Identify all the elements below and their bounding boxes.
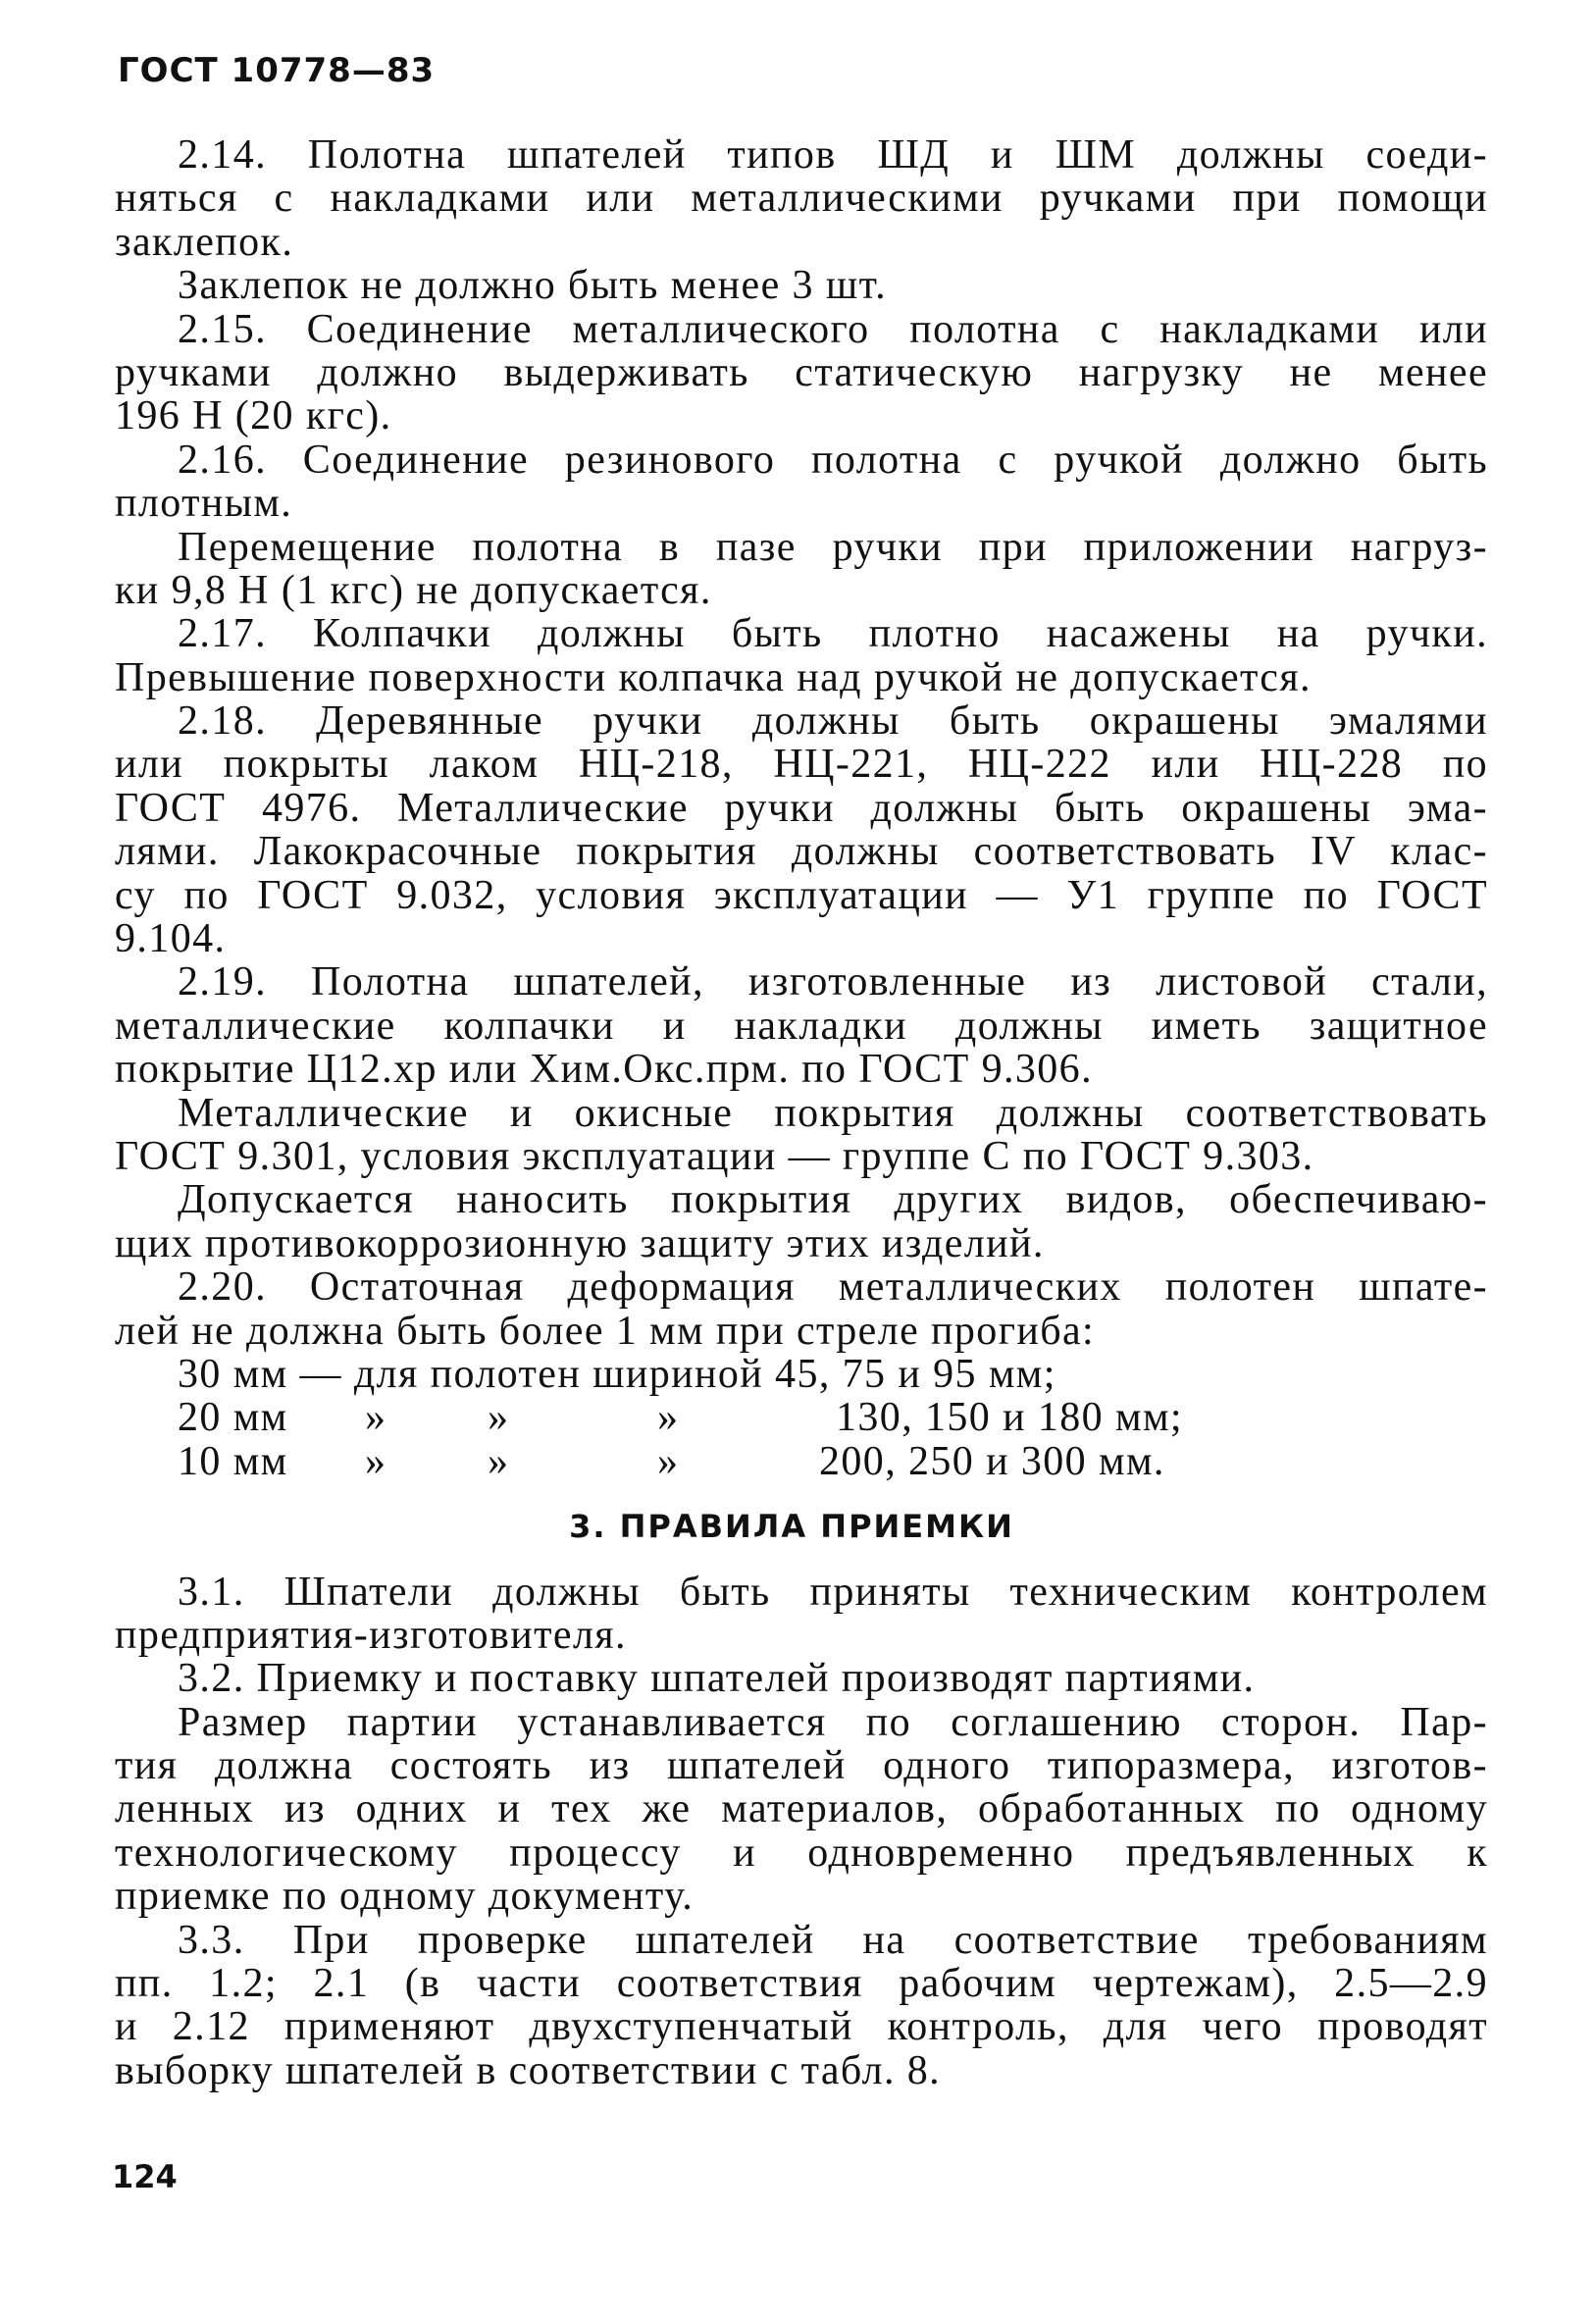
paragraph-2-19-line: покрытие Ц12.хр или Хим.Окс.прм. по ГОСТ 9.306.: [115, 1047, 1093, 1093]
paragraph-3-2b-line: тия должна состоять из шпателей одного типоразмера, изготов-: [115, 1743, 1488, 1789]
paragraph-2-18-line: лями. Лакокрасочные покрытия должны соответствовать IV клас-: [115, 829, 1488, 875]
paragraph-3-2b-line: приемке по одному документу.: [115, 1874, 695, 1920]
paragraph-2-19-line: 2.19. Полотна шпателей, изготовленные из листовой стали,: [178, 959, 1488, 1005]
paragraph-2-16b-line: ки 9,8 Н (1 кгс) не допускается.: [115, 567, 712, 613]
ditto-mark: »: [365, 1395, 387, 1441]
paragraph-3-2b-line: технологическому процессу и одновременно предъявленных к: [115, 1829, 1488, 1876]
paragraph-2-18-line: или покрыты лаком НЦ-218, НЦ-221, НЦ-222 или НЦ-228 по: [115, 742, 1488, 788]
deflection-row: [115, 1396, 1488, 1439]
paragraph-3-3-line: пп. 1.2; 2.1 (в части соответствия рабочим чертежам), 2.5—2.9: [115, 1961, 1488, 2007]
paragraph-3-1-line: предприятия-изготовителя.: [115, 1612, 627, 1658]
paragraph-2-19b-line: Металлические и окисные покрытия должны соответствовать: [178, 1090, 1488, 1136]
paragraph-2-16-line: 2.16. Соединение резинового полотна с ручкой должно быть: [178, 437, 1488, 483]
paragraph-2-14-line: заклепок.: [115, 219, 294, 265]
deflection-arrow-value: 20 мм: [178, 1395, 288, 1441]
ditto-mark: »: [365, 1438, 387, 1484]
paragraph-2-14-line: 2.14. Полотна шпателей типов ШД и ШМ должны соеди-: [178, 132, 1488, 178]
paragraph-2-18-line: 2.18. Деревянные ручки должны быть окрашены эмалями: [178, 698, 1488, 745]
ditto-mark: »: [488, 1395, 510, 1441]
deflection-widths: 130, 150 и 180 мм;: [836, 1395, 1184, 1441]
paragraph-3-2b-line: Размер партии устанавливается по соглашению сторон. Пар-: [178, 1699, 1488, 1745]
paragraph-3-2-line: 3.2. Приемку и поставку шпателей производят партиями.: [178, 1656, 1256, 1702]
paragraph-2-17-line: 2.17. Колпачки должны быть плотно насажены на ручки.: [178, 611, 1488, 657]
paragraph-2-19c-line: Допускается наносить покрытия других видов, обеспечиваю-: [178, 1177, 1488, 1223]
paragraph-2-18-line: ГОСТ 4976. Металлические ручки должны быть окрашены эма-: [115, 785, 1488, 831]
paragraph-2-19-line: металлические колпачки и накладки должны иметь защитное: [115, 1003, 1488, 1049]
paragraph-2-20-line: 2.20. Остаточная деформация металлических полотен шпате-: [178, 1264, 1488, 1311]
paragraph-3-1-line: 3.1. Шпатели должны быть приняты техническим контролем: [178, 1569, 1488, 1615]
paragraph-2-14-line: няться с накладками или металлическими ручками при помощи: [115, 176, 1488, 222]
paragraph-2-16-line: плотным.: [115, 481, 293, 527]
paragraph-2-17-line: Превышение поверхности колпачка над ручкой не допускается.: [115, 654, 1312, 700]
paragraph-3-3-line: и 2.12 применяют двухступенчатый контроль, для чего проводят: [115, 2004, 1488, 2050]
deflection-arrow-value: 10 мм: [178, 1438, 288, 1484]
paragraph-2-15-line: 196 Н (20 кгс).: [115, 393, 392, 439]
paragraph-2-16b-line: Перемещение полотна в пазе ручки при приложении нагруз-: [178, 524, 1488, 570]
paragraph-2-18-line: су по ГОСТ 9.032, условия эксплуатации — У1 группе по ГОСТ: [115, 872, 1488, 918]
paragraph-2-20-line: лей не должна быть более 1 мм при стреле прогиба:: [115, 1308, 1096, 1354]
page-number: 124: [112, 2158, 178, 2195]
section-heading: 3. ПРАВИЛА ПРИЕМКИ: [569, 1508, 1014, 1546]
paragraph-2-14-rivets: Заклепок не должно быть менее 3 шт.: [178, 263, 888, 309]
paragraph-2-19c-line: щих противокоррозионную защиту этих изделий.: [115, 1220, 1045, 1266]
ditto-mark: »: [657, 1438, 680, 1484]
deflection-row-30: 30 мм — для полотен шириной 45, 75 и 95 мм;: [178, 1351, 1056, 1397]
paragraph-2-19b-line: ГОСТ 9.301, условия эксплуатации — группе С по ГОСТ 9.303.: [115, 1133, 1314, 1179]
ditto-mark: »: [657, 1395, 680, 1441]
deflection-widths: 200, 250 и 300 мм.: [819, 1438, 1165, 1484]
deflection-row: [115, 1440, 1488, 1483]
paragraph-2-15-line: 2.15. Соединение металлического полотна с накладками или: [178, 306, 1488, 352]
paragraph-3-3-line: выборку шпателей в соответствии с табл. 8.: [115, 2047, 942, 2093]
paragraph-2-15-line: ручками должно выдерживать статическую нагрузку не менее: [115, 349, 1488, 395]
paragraph-3-2b-line: ленных из одних и тех же материалов, обработанных по одному: [115, 1786, 1488, 1832]
body-text: [115, 133, 1488, 2092]
standard-header: ГОСТ 10778—83: [118, 51, 436, 90]
paragraph-2-18-line: 9.104.: [115, 916, 227, 962]
paragraph-3-3-line: 3.3. При проверке шпателей на соответствие требованиям: [178, 1917, 1488, 1963]
ditto-mark: »: [488, 1438, 510, 1484]
